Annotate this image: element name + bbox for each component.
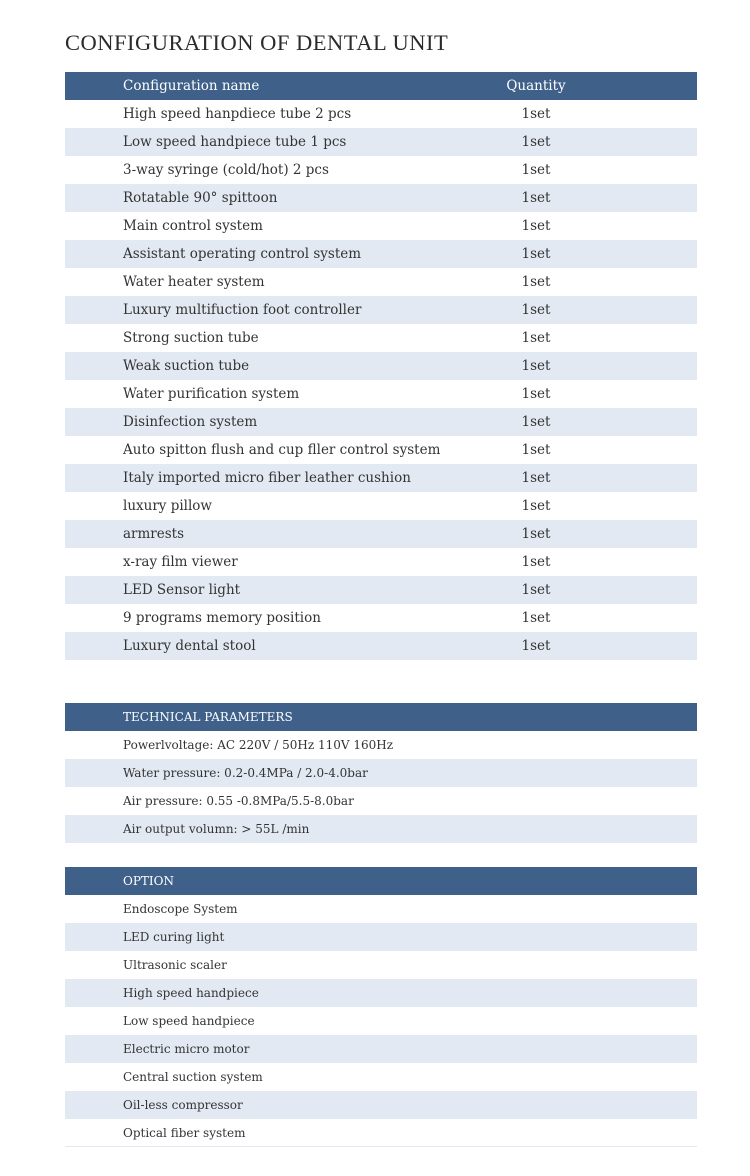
configuration-row-label: Main control system [123, 218, 263, 234]
option-row-label: High speed handpiece [123, 986, 259, 1000]
column-header-configuration-name: Configuration name [123, 78, 260, 94]
configuration-row [65, 464, 697, 492]
option-row-label: Low speed handpiece [123, 1014, 255, 1028]
option-row-label: LED curing light [123, 930, 225, 944]
configuration-row-quantity: 1set [521, 302, 551, 318]
configuration-row-label: 9 programs memory position [123, 610, 321, 626]
technical-parameter-row-label: Air output volumn: > 55L /min [123, 822, 310, 836]
configuration-row-label: Water purification system [123, 386, 300, 402]
option-title: OPTION [123, 874, 174, 888]
column-header-quantity: Quantity [506, 78, 566, 94]
configuration-row-quantity: 1set [521, 274, 551, 290]
option-row-label: Optical fiber system [123, 1126, 246, 1140]
configuration-table-header [65, 72, 697, 100]
technical-parameter-row [65, 787, 697, 815]
configuration-row-label: Luxury dental stool [123, 638, 256, 654]
configuration-row [65, 212, 697, 240]
configuration-row-label: Water heater system [123, 274, 265, 290]
option-row [65, 1063, 697, 1091]
option-row [65, 1091, 697, 1119]
configuration-row [65, 492, 697, 520]
configuration-row-quantity: 1set [521, 358, 551, 374]
option-row-label: Electric micro motor [123, 1042, 250, 1056]
configuration-row [65, 296, 697, 324]
configuration-row-quantity: 1set [521, 414, 551, 430]
technical-parameter-row [65, 815, 697, 843]
option-row [65, 1119, 697, 1147]
option-row [65, 1035, 697, 1063]
configuration-row-quantity: 1set [521, 470, 551, 486]
configuration-row [65, 436, 697, 464]
configuration-row-label: armrests [123, 526, 185, 542]
configuration-row-quantity: 1set [521, 554, 551, 570]
option-row [65, 923, 697, 951]
configuration-row-quantity: 1set [521, 246, 551, 262]
option-table [65, 867, 697, 1147]
configuration-row-quantity: 1set [521, 498, 551, 514]
configuration-row [65, 604, 697, 632]
configuration-row [65, 268, 697, 296]
configuration-row-label: luxury pillow [123, 498, 212, 514]
page-title: CONFIGURATION OF DENTAL UNIT [65, 30, 449, 55]
configuration-row-label: Strong suction tube [123, 330, 259, 346]
configuration-row-quantity: 1set [521, 610, 551, 626]
configuration-row [65, 100, 697, 128]
configuration-row-quantity: 1set [521, 386, 551, 402]
configuration-row [65, 380, 697, 408]
configuration-row-quantity: 1set [521, 218, 551, 234]
configuration-row-label: Rotatable 90° spittoon [123, 190, 278, 206]
configuration-row [65, 352, 697, 380]
configuration-row-quantity: 1set [521, 330, 551, 346]
configuration-row [65, 576, 697, 604]
configuration-row [65, 408, 697, 436]
configuration-row [65, 548, 697, 576]
configuration-row-label: Disinfection system [123, 414, 258, 430]
configuration-row [65, 632, 697, 660]
configuration-row [65, 520, 697, 548]
configuration-row-label: x-ray film viewer [123, 554, 238, 570]
configuration-row-label: Assistant operating control system [123, 246, 362, 262]
configuration-row-label: 3-way syringe (cold/hot) 2 pcs [123, 162, 329, 178]
configuration-row-label: High speed hanpdiece tube 2 pcs [123, 106, 352, 122]
technical-parameters-table [65, 703, 697, 843]
technical-parameter-row-label: Air pressure: 0.55 -0.8MPa/5.5-8.0bar [123, 794, 354, 808]
technical-parameter-row-label: Water pressure: 0.2-0.4MPa / 2.0-4.0bar [123, 766, 368, 780]
option-row-label: Oil-less compressor [123, 1098, 243, 1112]
option-row [65, 1007, 697, 1035]
configuration-row-quantity: 1set [521, 162, 551, 178]
configuration-row-quantity: 1set [521, 638, 551, 654]
configuration-row-label: Auto spitton flush and cup fller control system [123, 442, 441, 458]
configuration-row [65, 128, 697, 156]
table-bottom-divider [65, 1146, 697, 1147]
configuration-row-quantity: 1set [521, 526, 551, 542]
technical-parameter-row-label: Powerlvoltage: AC 220V / 50Hz 110V 160Hz [123, 738, 394, 752]
configuration-row [65, 156, 697, 184]
configuration-row-label: LED Sensor light [123, 582, 241, 598]
configuration-table [65, 72, 697, 660]
configuration-row-label: Weak suction tube [123, 358, 250, 374]
configuration-row [65, 184, 697, 212]
option-row [65, 979, 697, 1007]
configuration-row [65, 324, 697, 352]
technical-parameter-row [65, 759, 697, 787]
technical-parameters-title: TECHNICAL PARAMETERS [123, 710, 293, 724]
configuration-row-quantity: 1set [521, 134, 551, 150]
option-row-label: Endoscope System [123, 902, 238, 916]
option-row [65, 951, 697, 979]
option-row-label: Ultrasonic scaler [123, 958, 227, 972]
option-row-label: Central suction system [123, 1070, 263, 1084]
configuration-row-label: Low speed handpiece tube 1 pcs [123, 134, 347, 150]
configuration-row-quantity: 1set [521, 190, 551, 206]
technical-parameter-row [65, 731, 697, 759]
technical-parameters-header [65, 703, 697, 731]
option-header [65, 867, 697, 895]
configuration-row-quantity: 1set [521, 582, 551, 598]
option-row [65, 895, 697, 923]
configuration-row-label: Luxury multifuction foot controller [123, 302, 362, 318]
configuration-row-quantity: 1set [521, 442, 551, 458]
configuration-row-label: Italy imported micro fiber leather cushion [123, 470, 411, 486]
configuration-row-quantity: 1set [521, 106, 551, 122]
configuration-row [65, 240, 697, 268]
